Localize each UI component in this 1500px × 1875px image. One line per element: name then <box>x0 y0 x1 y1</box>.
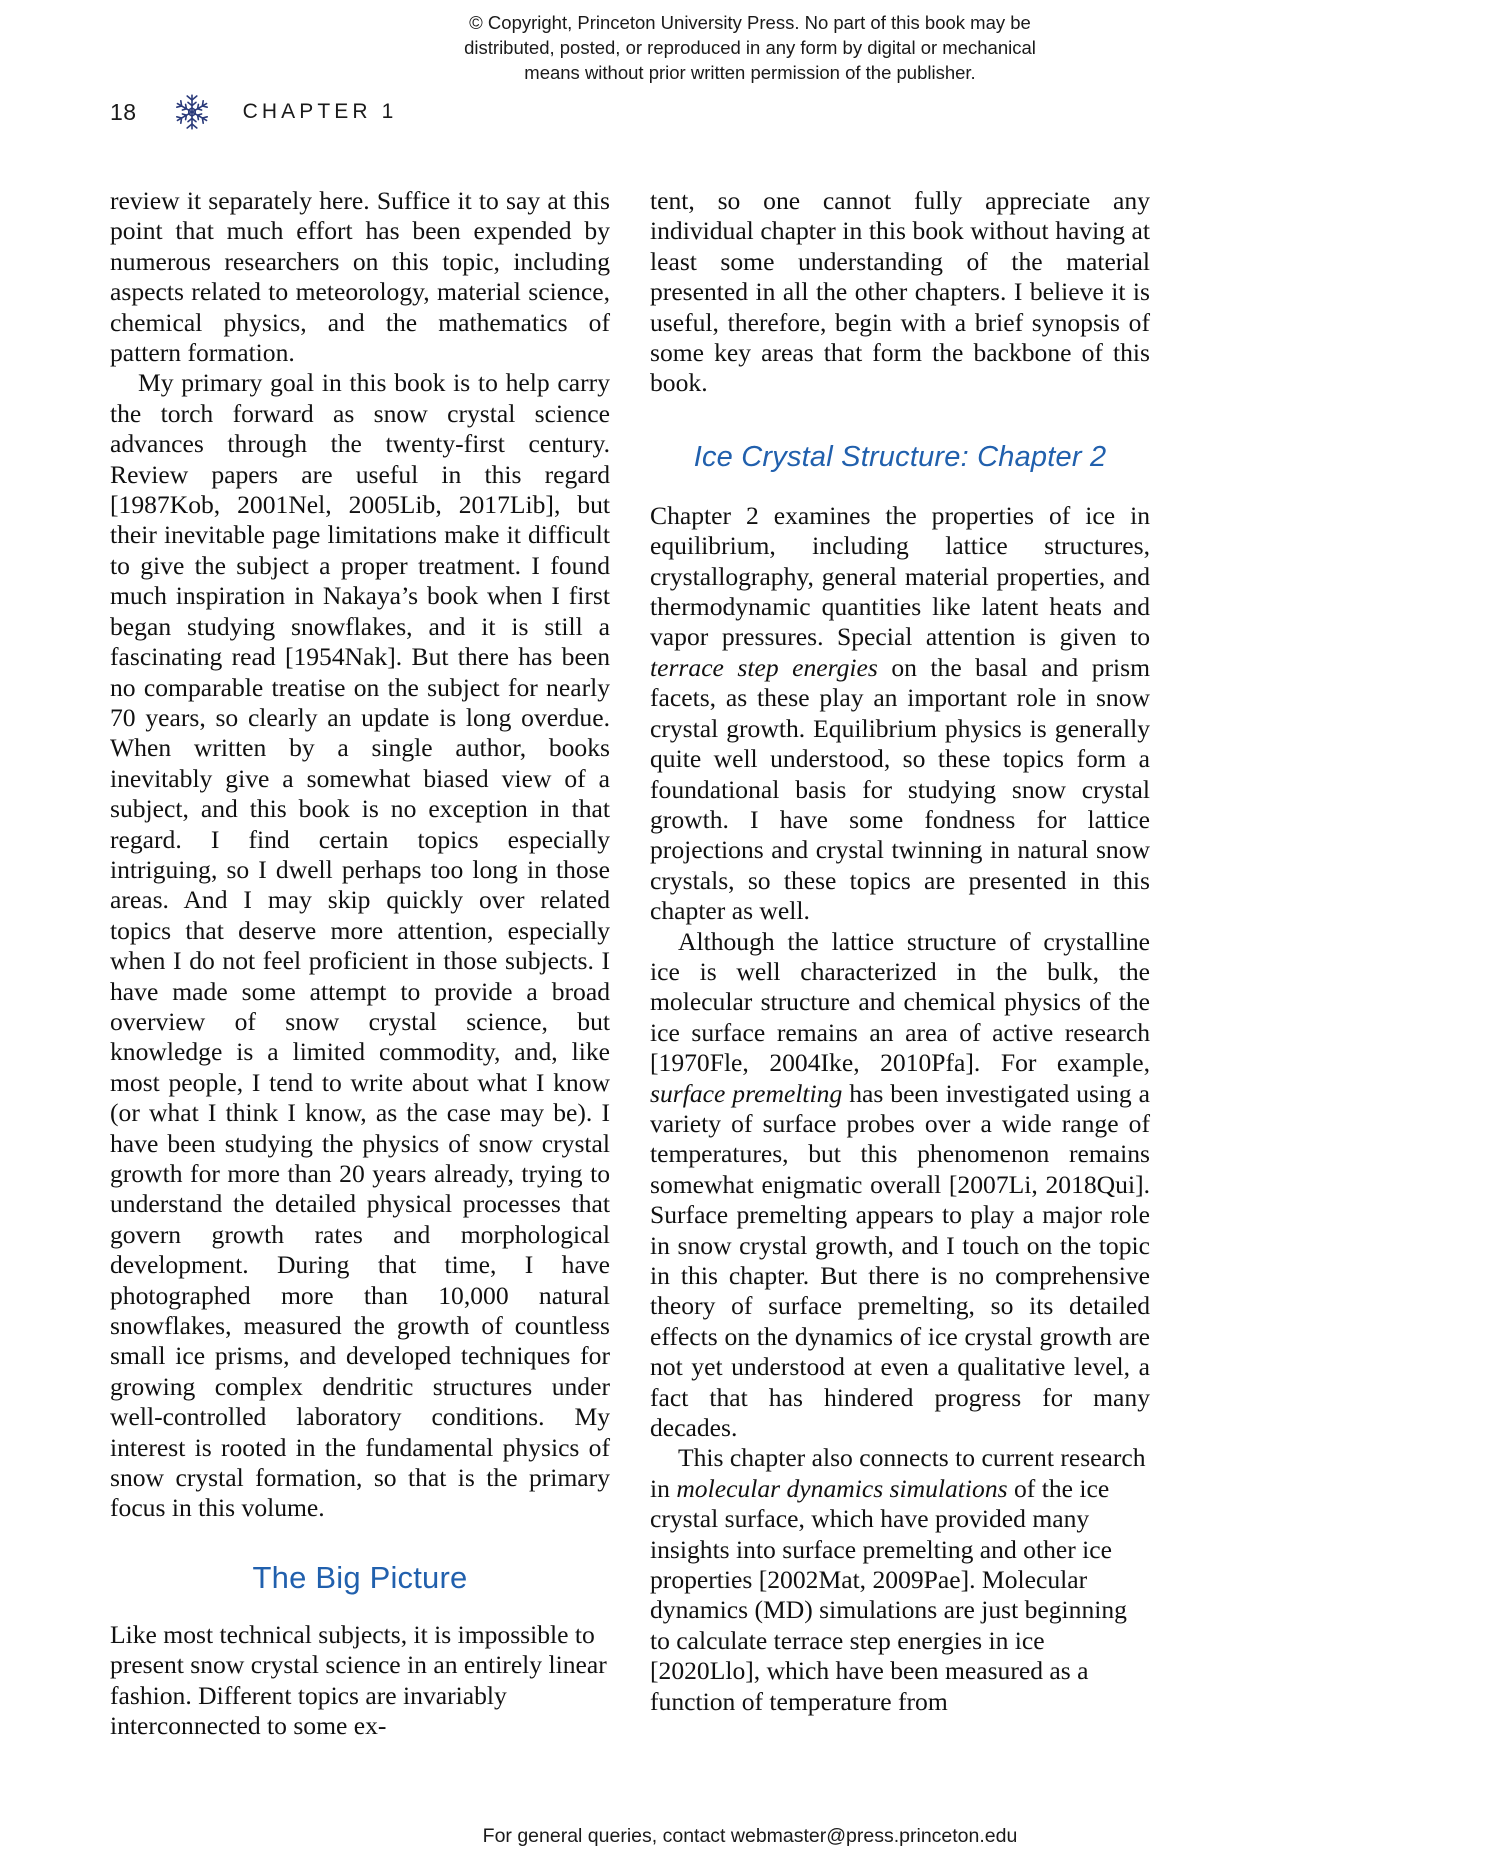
copyright-line-3: means without prior written permission of the publisher. <box>524 62 976 83</box>
body-columns <box>110 186 1150 1742</box>
copyright-line-2: distributed, posted, or reproduced in any form by digital or mechanical <box>464 37 1036 58</box>
paragraph-text: of the ice crystal surface, which have provided many insights into surface premelting and other ice properties [2002Mat, 2009Pae]. Molecular dynamics (MD) simulations are just beginning to calculate terrace step energies in ice [2020Llo], which have been measured as a function of temperature from <box>650 1473 1127 1716</box>
chapter-label: CHAPTER 1 <box>242 100 398 123</box>
paragraph-text: Although the lattice structure of crystalline ice is well characterized in the bulk, the molecular structure and chemical physics of the ice surface remains an area of active research [1970Fle, 2004Ike, 2010Pfa]. For example, <box>650 926 1150 1078</box>
emphasis-terrace-step-energies: terrace step energies <box>650 652 878 682</box>
paragraph: review it separately here. Suffice it to say at this point that much effort has been expended by numerous researchers on this topic, including aspects related to meteorology, material science, chemical physics, and the mathematics of pattern formation. <box>110 186 610 368</box>
copyright-line-1: © Copyright, Princeton University Press. No part of this book may be <box>469 12 1031 33</box>
snowflake-icon <box>169 92 215 132</box>
paragraph: My primary goal in this book is to help carry the torch forward as snow crystal science advances through the twenty-first century. Review papers are useful in this regard [1987Kob, 2001Nel, 2005Lib, 2017Lib], but their inevitable page limitations make it difficult to give the subject a proper treatment. I found much inspiration in Nakaya’s book when I first began studying snowflakes, and it is still a fascinating read [1954Nak]. But there has been no comparable treatise on the subject for nearly 70 years, so clearly an update is long overdue. When written by a single author, books inevitably give a somewhat biased view of a subject, and this book is no exception in that regard. I find certain topics especially intriguing, so I dwell perhaps too long in those areas. And I may skip quickly over related topics that deserve more attention, especially when I do not feel proficient in those subjects. I have made some attempt to provide a broad overview of snow crystal science, but knowledge is a limited commodity, and, like most people, I tend to write about what I know (or what I think I know, as the case may be). I have been studying the physics of snow crystal growth for more than 20 years already, trying to understand the detailed physical processes that govern growth rates and morphological development. During that time, I have photographed more than 10,000 natural snowflakes, measured the growth of countless small ice prisms, and developed techniques for growing complex dendritic structures under well-controlled laboratory conditions. My interest is rooted in the fundamental physics of snow crystal formation, so that is the primary focus in this volume. <box>110 368 610 1523</box>
page-number: 18 <box>110 98 137 125</box>
right-column <box>650 186 1150 1742</box>
paragraph: tent, so one cannot fully appreciate any individual chapter in this book without having at least some understanding of the material presented in all the other chapters. I believe it is useful, therefore, begin with a brief synopsis of some key areas that form the backbone of this book. <box>650 186 1150 398</box>
paragraph: Like most technical subjects, it is impossible to present snow crystal science in an entirely linear fashion. Different topics are invariably interconnected to some ex- <box>110 1619 607 1741</box>
paragraph-text: Chapter 2 examines the properties of ice in equilibrium, including lattice structures, crystallography, general material properties, and thermodynamic quantities like latent heats and vapor pressures. Special attention is given to <box>650 500 1150 652</box>
section-heading-ice-crystal-structure: Ice Crystal Structure: Chapter 2 <box>693 440 1107 473</box>
footer-text: For general queries, contact webmaster@press.princeton.edu <box>482 1825 1018 1847</box>
footer-notice <box>0 1825 1500 1848</box>
section-heading-big-picture: The Big Picture <box>252 1559 468 1595</box>
paragraph <box>650 927 1150 1444</box>
paragraph-text: has been investigated using a variety of surface probes over a wide range of temperatures, but this phenomenon remains somewhat enigmatic overall [2007Li, 2018Qui]. Surface premelting appears to play a major role in snow crystal growth, and I touch on the topic in this chapter. But there is no comprehensive theory of surface premelting, so its detailed effects on the dynamics of ice crystal growth are not yet understood at even a qualitative level, a fact that has hindered progress for many decades. <box>650 1078 1150 1443</box>
running-head <box>110 92 397 132</box>
copyright-notice <box>0 10 1500 85</box>
emphasis-surface-premelting: surface premelting <box>650 1078 843 1108</box>
left-column <box>110 186 610 1742</box>
emphasis-molecular-dynamics-simulations: molecular dynamics simulations <box>676 1473 1008 1503</box>
paragraph-text: on the basal and prism facets, as these play an important role in snow crystal growth. Equilibrium physics is generally quite well understood, so these topics form a foundational basis for studying snow crystal growth. I have some fondness for lattice projections and crystal twinning in natural snow crystals, so these topics are presented in this chapter as well. <box>650 652 1150 926</box>
paragraph-text: This chapter also connects to current research in <box>650 1443 1146 1503</box>
paragraph <box>650 501 1150 927</box>
paragraph <box>650 1443 1150 1717</box>
